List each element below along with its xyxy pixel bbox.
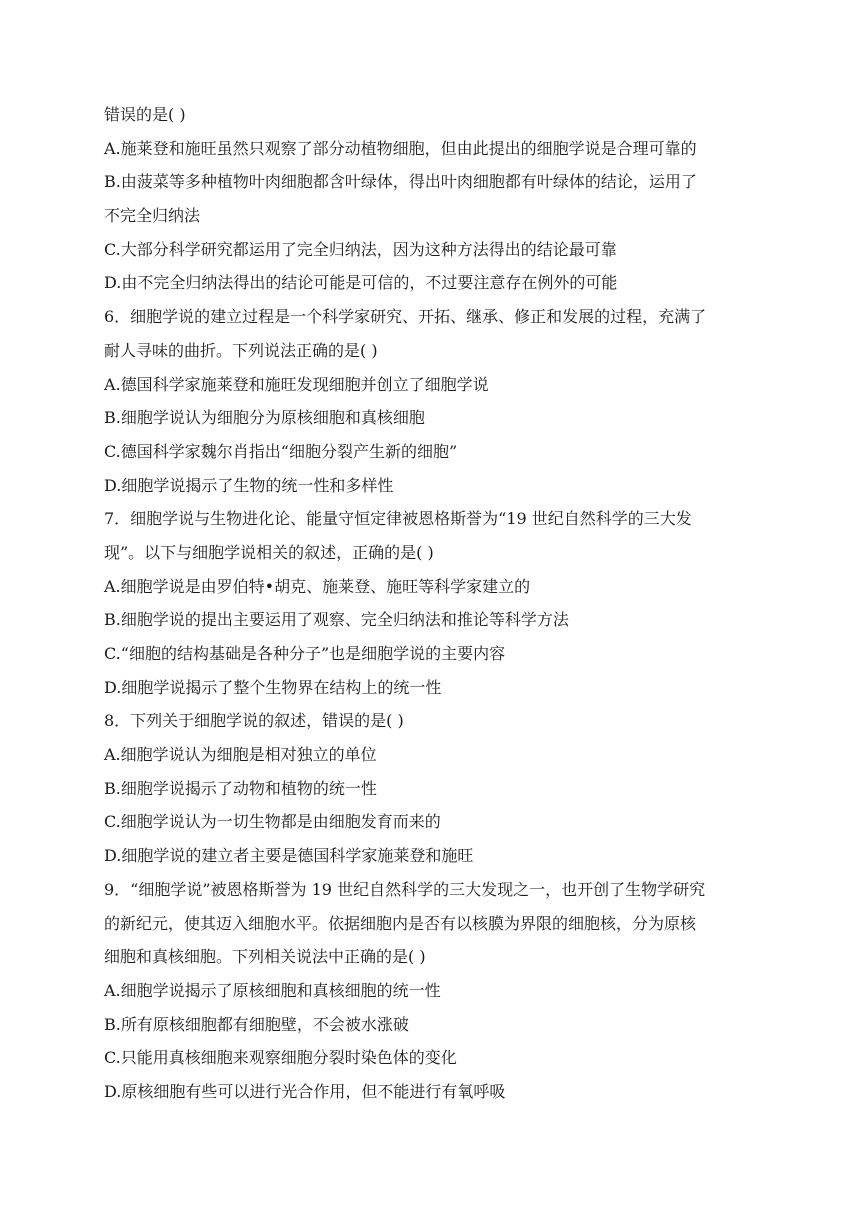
answer-option-line: 不完全归纳法 [104, 206, 201, 226]
answer-option-line: C.只能用真核细胞来观察细胞分裂时染色体的变化 [104, 1048, 457, 1068]
answer-option-line: B.细胞学说揭示了动物和植物的统一性 [104, 778, 377, 798]
question-line: 耐人寻味的曲折。下列说法正确的是( ) [104, 340, 378, 360]
answer-option-line: A.德国科学家施莱登和施旺发现细胞并创立了细胞学说 [104, 374, 489, 394]
question-line: 7．细胞学说与生物进化论、能量守恒定律被恩格斯誉为“19 世纪自然科学的三大发 [104, 509, 692, 529]
answer-option-line: D.细胞学说揭示了生物的统一性和多样性 [104, 475, 394, 495]
answer-option-line: C.大部分科学研究都运用了完全归纳法，因为这种方法得出的结论最可靠 [104, 239, 617, 259]
question-line: 细胞和真核细胞。下列相关说法中正确的是( ) [104, 947, 426, 967]
answer-option-line: C.细胞学说认为一切生物都是由细胞发育而来的 [104, 812, 441, 832]
question-line: 现”。以下与细胞学说相关的叙述，正确的是( ) [104, 542, 434, 562]
question-text-block [104, 98, 764, 1109]
answer-option-line: C.“细胞的结构基础是各种分子”也是细胞学说的主要内容 [104, 644, 506, 663]
answer-option-line: D.由不完全归纳法得出的结论可能是可信的，不过要注意存在例外的可能 [104, 273, 618, 293]
answer-option-line: A.细胞学说认为细胞是相对独立的单位 [104, 745, 377, 765]
answer-option-line: D.细胞学说揭示了整个生物界在结构上的统一性 [104, 677, 442, 697]
answer-option-line: A.施莱登和施旺虽然只观察了部分动植物细胞，但由此提出的细胞学说是合理可靠的 [104, 138, 697, 158]
answer-option-line: B.由菠菜等多种植物叶肉细胞都含叶绿体，得出叶肉细胞都有叶绿体的结论，运用了 [104, 172, 697, 192]
answer-option-line: B.所有原核细胞都有细胞壁，不会被水涨破 [104, 1014, 409, 1034]
answer-option-line: A.细胞学说揭示了原核细胞和真核细胞的统一性 [104, 980, 441, 1000]
answer-option-line: A.细胞学说是由罗伯特•胡克、施莱登、施旺等科学家建立的 [104, 576, 531, 596]
question-line: 的新纪元，使其迈入细胞水平。依据细胞内是否有以核膜为界限的细胞核，分为原核 [104, 913, 697, 933]
answer-option-line: C.德国科学家魏尔肖指出“细胞分裂产生新的细胞” [104, 441, 458, 461]
question-line: 8．下列关于细胞学说的叙述，错误的是( ) [104, 711, 404, 731]
question-line: 9．“细胞学说”被恩格斯誉为 19 世纪自然科学的三大发现之一，也开创了生物学研究 [104, 879, 706, 899]
answer-option-line: D.细胞学说的建立者主要是德国科学家施莱登和施旺 [104, 846, 474, 866]
answer-option-line: B.细胞学说认为细胞分为原核细胞和真核细胞 [104, 408, 425, 428]
answer-option-line: B.细胞学说的提出主要运用了观察、完全归纳法和推论等科学方法 [104, 610, 569, 630]
answer-option-line: D.原核细胞有些可以进行光合作用，但不能进行有氧呼吸 [104, 1081, 506, 1101]
question-line: 6．细胞学说的建立过程是一个科学家研究、开拓、继承、修正和发展的过程，充满了 [104, 307, 707, 327]
question-line: 错误的是( ) [104, 105, 186, 124]
